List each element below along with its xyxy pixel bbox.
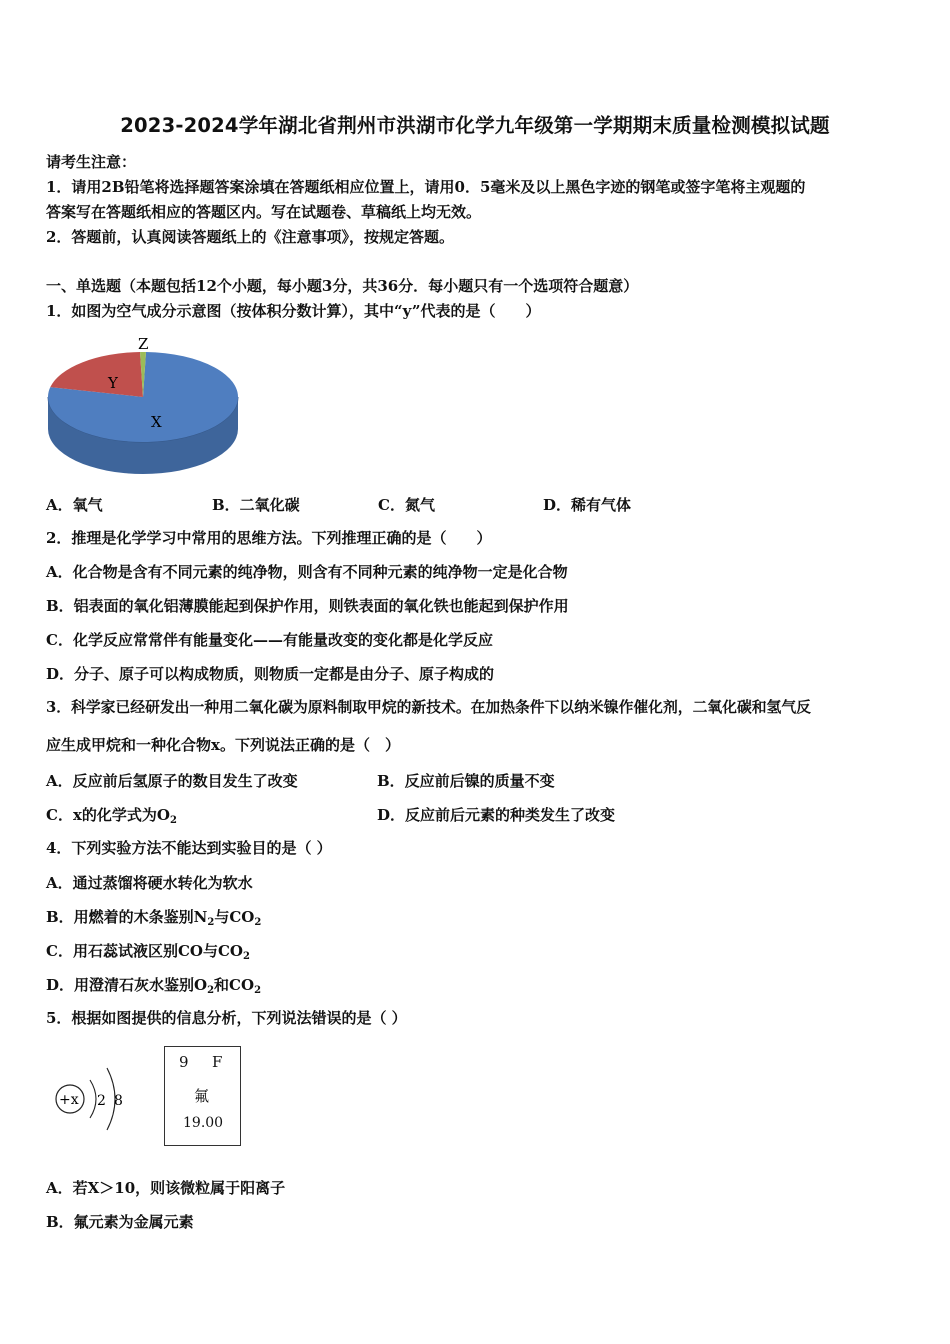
question-1-stem: 1．如图为空气成分示意图（按体积分数计算），其中“y”代表的是（ ）: [46, 302, 541, 320]
question-2-stem: 2．推理是化学学习中常用的思维方法。下列推理正确的是（ ）: [46, 529, 492, 547]
q1-option-a: A．氧气: [46, 496, 103, 514]
q3-option-b: B．反应前后镍的质量不变: [377, 772, 555, 790]
question-3-stem: 3．科学家已经研发出一种用二氧化碳为原料制取甲烷的新技术。在加热条件下以纳米镍作催化剂，二氧化碳和氢气反: [46, 699, 811, 716]
element-symbol: F: [212, 1053, 223, 1071]
question-3-stem-cont: 应生成甲烷和一种化合物x。下列说法正确的是（ ）: [46, 736, 400, 754]
q3-option-d: D．反应前后元素的种类发生了改变: [377, 806, 616, 824]
atom-structure-diagram: [50, 1052, 140, 1144]
q1-option-d: D．稀有气体: [543, 496, 632, 514]
section-heading: 一、单选题（本题包括12个小题，每小题3分，共36分．每小题只有一个选项符合题意）: [46, 277, 639, 295]
q4-option-d: D．用澄清石灰水鉴别$O_2$和$CO_2$: [46, 976, 262, 996]
notice-item-2: 2．答题前，认真阅读答题纸上的《注意事项》，按规定答题。: [46, 228, 454, 246]
q4-option-b: B．用燃着的木条鉴别$N_2$与$CO_2$: [46, 908, 262, 928]
q2-option-d: D．分子、原子可以构成物质，则物质一定都是由分子、原子构成的: [46, 665, 495, 683]
shell-2-electrons: 8: [114, 1093, 123, 1109]
question-5-stem: 5．根据如图提供的信息分析，下列说法错误的是（ ）: [46, 1009, 407, 1027]
notice-item-1-cont: 答案写在答题纸相应的答题区内。写在试题卷、草稿纸上均无效。: [46, 203, 482, 221]
q2-option-a: A．化合物是含有不同元素的纯净物，则含有不同种元素的纯净物一定是化合物: [46, 563, 568, 581]
q5-option-a: A．若X＞10，则该微粒属于阳离子: [46, 1179, 286, 1197]
atomic-mass: 19.00: [183, 1115, 224, 1131]
q1-option-c: C．氮气: [378, 496, 435, 514]
pie-label-y: Y: [108, 374, 118, 392]
q2-option-c: C．化学反应常常伴有能量变化——有能量改变的变化都是化学反应: [46, 631, 493, 649]
pie-label-z: Z: [138, 335, 149, 353]
pie-label-x: X: [151, 413, 162, 431]
q1-option-b: B．二氧化碳: [212, 496, 300, 514]
element-name: 氟: [194, 1087, 210, 1105]
nucleus-charge: +x: [59, 1092, 79, 1108]
q2-option-b: B．铝表面的氧化铝薄膜能起到保护作用，则铁表面的氧化铁也能起到保护作用: [46, 597, 569, 615]
shell-1-electrons: 2: [97, 1093, 106, 1109]
air-composition-pie-chart: [40, 332, 260, 482]
q3-option-c: C．x的化学式为$O_2$: [46, 806, 177, 826]
notice-item-1: 1．请用2B铅笔将选择题答案涂填在答题纸相应位置上，请用0．5毫米及以上黑色字迹的钢笔或签字笔将主观题的: [46, 178, 806, 196]
q4-option-a: A．通过蒸馏将硬水转化为软水: [46, 874, 253, 892]
electron-shell-1: [90, 1080, 96, 1118]
page-title: 2023-2024学年湖北省荆州市洪湖市化学九年级第一学期期末质量检测模拟试题: [120, 114, 830, 137]
q3-option-a: A．反应前后氢原子的数目发生了改变: [46, 772, 298, 790]
question-4-stem: 4．下列实验方法不能达到实验目的是（ ）: [46, 839, 332, 857]
q4-option-c: C．用石蕊试液区别CO与$CO_2$: [46, 942, 250, 962]
notice-heading: 请考生注意：: [46, 153, 137, 171]
atomic-number: 9: [179, 1053, 189, 1071]
periodic-element-cell: [164, 1046, 241, 1146]
q5-option-b: B．氟元素为金属元素: [46, 1213, 194, 1231]
